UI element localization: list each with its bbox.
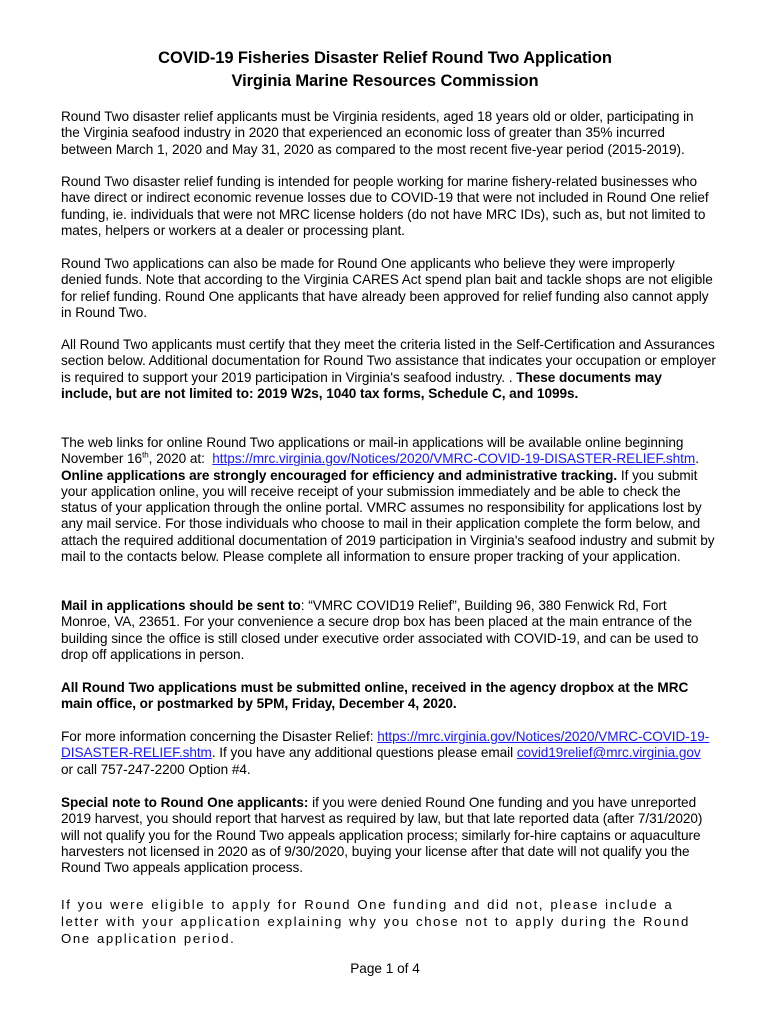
special-note-text: if you were denied Round One funding and you have unreported 2019 harvest, you should report that harvest as required by law, but that late reported data (after 7/31/2020) will not qualify you for the Round Two appeals application process; similarly for-hire captains or aquaculture harvesters not licensed in 2020 as of 9/30/2020, buying your license after that date will not qualify you the Round Two appeals application process. [61, 795, 703, 876]
mail-in-address: : “VMRC COVID19 Relief”, Building 96, 380 Fenwick Rd, Fort Monroe, VA, 23651. For your convenience a secure drop box has been placed at the main entrance of the building since the office is still closed under executive order associated with COVID-19, and can be used to drop off applications in person. [61, 598, 699, 662]
contact-email-link[interactable]: covid19relief@mrc.virginia.gov [516, 745, 701, 761]
web-links-date: , 2020 at: [148, 451, 205, 467]
document-subtitle: Virginia Marine Resources Commission [231, 72, 539, 90]
online-encouraged-note: Online applications are strongly encouraged for efficiency and administrative tracking. [61, 467, 618, 483]
paragraph-eligibility: Round Two disaster relief applicants must be Virginia residents, aged 18 years old or older, participating in the Virginia seafood industry in 2020 that experienced an economic loss of greater than 35% incurred between March 1, 2020 and May 31, 2020 as compared to the most recent five-year period (2015-2019). [61, 109, 694, 157]
disaster-relief-link[interactable]: https://mrc.virginia.gov/Notices/2020/VMRC-COVID-19-DISASTER-RELIEF.shtm [61, 729, 710, 761]
paragraph-more-info [61, 729, 716, 778]
paragraph-mail-in [61, 598, 716, 663]
paragraph-deadline [61, 680, 716, 713]
web-links-text: The web links for online Round Two applications or mail-in applications will be available online beginning November 16 [61, 435, 684, 467]
phone-text: or call 757-247-2200 Option #4. [61, 761, 251, 777]
ordinal-suffix: th [142, 450, 149, 460]
certification-text: All Round Two applicants must certify that they meet the criteria listed in the Self-Certification and Assurances section below. Additional documentation for Round Two assistance that indicates your occupation or employer is required to support your 2019 participation in Virginia's seafood industry. . [61, 337, 716, 385]
paragraph-round-one-appeals: Round Two applications can also be made for Round One applicants who believe they were improperly denied funds. Note that according to the Virginia CARES Act spend plan bait and tackle shops are not eligible for relief funding. Round One applicants that have already been approved for relief funding also cannot apply in Round Two. [61, 256, 713, 320]
document-title: COVID-19 Fisheries Disaster Relief Round Two Application [158, 49, 612, 67]
paragraph-round-one-letter: If you were eligible to apply for Round One funding and did not, please include a letter with your application explaining why you chose not to apply during the Round One application period. [61, 897, 690, 946]
deadline-text: All Round Two applications must be submitted online, received in the agency dropbox at the MRC main office, or postmarked by 5PM, Friday, December 4, 2020. [61, 680, 689, 712]
page-number: Page 1 of 4 [350, 961, 420, 976]
online-submission-text: If you submit your application online, you will receive receipt of your submission immediately and be able to check the status of your application through the online portal. VMRC assumes no responsibility for applications lost by any mail service. For those individuals who choose to mail in their application complete the form below, and attach the required additional documentation of 2019 participation in Virginia's seafood industry and submit by mail to the contacts below. Please complete all information to ensure proper tracking of your application. [61, 467, 715, 565]
application-link[interactable]: https://mrc.virginia.gov/Notices/2020/VMRC-COVID-19-DISASTER-RELIEF.shtm [212, 451, 696, 467]
paragraph-certification [61, 337, 716, 402]
paragraph-special-note [61, 795, 716, 876]
special-note-heading: Special note to Round One applicants: [61, 795, 309, 810]
questions-text: . If you have any additional questions please email [211, 745, 514, 761]
certification-documents: These documents may include, but are not limited to: 2019 W2s, 1040 tax forms, Schedule C, and 1099s. [61, 369, 662, 401]
paragraph-funding-intent: Round Two disaster relief funding is intended for people working for marine fishery-related businesses who have direct or indirect economic revenue losses due to COVID-19 that were not included in Round One relief funding, ie. individuals that were not MRC license holders (do not have MRC IDs), such as, but not limited to mates, helpers or workers at a dealer or processing plant. [61, 174, 709, 238]
paragraph-web-links: The web links for online Round Two applications or mail-in applications will be available online beginning November 16th, 2020 at: https://mrc.virginia.gov/Notices/2020/VMRC-COVID-19-DISASTER-RELIEF.shtm. Online applications are strongly encouraged for efficiency and administrative tracking. If you submit your application online, you will receive receipt of your submission immediately and be able to check the status of your application through the online portal. VMRC assumes no responsibility for applications lost by any mail service. For those individuals who choose to mail in their application complete the form below, and attach the required additional documentation of 2019 participation in Virginia's seafood industry and submit by mail to the contacts below. Please complete all information to ensure proper tracking of your application. [61, 435, 715, 565]
mail-in-heading: Mail in applications should be sent to [61, 598, 301, 613]
more-info-text: For more information concerning the Disaster Relief: [61, 729, 374, 744]
